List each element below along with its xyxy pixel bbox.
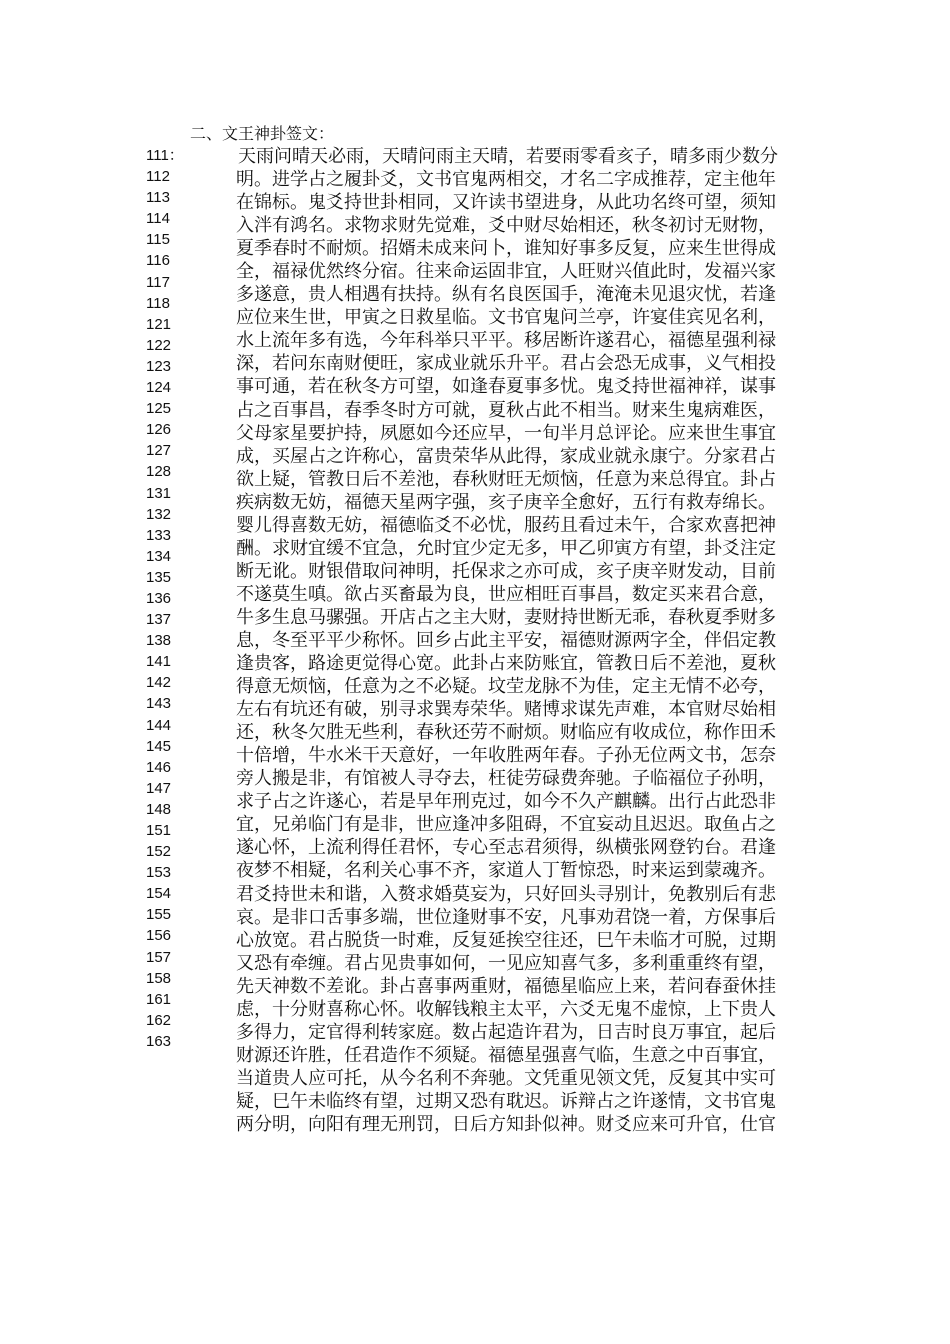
hexagram-number: 136	[146, 589, 172, 607]
hexagram-number: 155	[146, 906, 172, 924]
text-line: 左右有坑还有破，别寻求巽寿荣华。赌博求谋先声难，本官财尽始相	[236, 699, 776, 721]
text-line: 多遂意，贵人相遇有扶持。纵有名良医国手，淹淹未见退灾忧，若逢	[236, 284, 776, 306]
hexagram-number: 124	[146, 379, 172, 397]
text-line: 占之百事昌，春季冬时方可就，夏秋占此不相当。财来生鬼病难医，	[236, 399, 776, 421]
hexagram-number: 154	[146, 885, 172, 903]
hexagram-number: 137	[146, 611, 172, 629]
text-line: 牛多生息马骡强。开店占之主大财，妻财持世断无乖，春秋夏季财多	[236, 606, 776, 628]
hexagram-number: 146	[146, 758, 172, 776]
text-line: 十倍增，牛水米干天意好，一年收胜两年春。子孙无位两文书，怎奈	[236, 745, 776, 767]
hexagram-number: 121	[146, 315, 172, 333]
hexagram-number: 163	[146, 1032, 172, 1050]
hexagram-number: 148	[146, 800, 172, 818]
hexagram-number: 134	[146, 547, 172, 565]
hexagram-number: 153	[146, 864, 172, 882]
hexagram-number: 118	[146, 294, 170, 312]
text-line: 疾病数无妨，福德天星两字强，亥子庚辛全愈好，五行有救寿绵长。	[236, 491, 776, 513]
text-line: 还，秋冬欠胜无些利，春秋还劳不耐烦。财临应有收成位，称作田禾	[236, 722, 776, 744]
text-line: 多得力，定官得利转家庭。数占起造许君为，日吉时良万事宜，起后	[236, 1021, 776, 1043]
text-line: 夜梦不相疑，名利关心事不齐，家道人丁暂惊恐，时来运到蒙魂齐。	[236, 860, 776, 882]
text-line: 天雨问晴天必雨，天晴问雨主天晴，若要雨零看亥子，晴多雨少数分	[238, 146, 778, 167]
hexagram-number: 142	[146, 674, 172, 692]
hexagram-number: 141	[146, 653, 172, 671]
hexagram-number: 133	[146, 526, 172, 544]
text-line: 应位来生世，甲寅之日救星临。文书官鬼问兰亭，许宴佳宾见名利，	[236, 307, 776, 329]
hexagram-number: 135	[146, 568, 172, 586]
hexagram-number: 162	[146, 1011, 172, 1029]
hexagram-number: 127	[146, 442, 172, 460]
hexagram-number: 138	[146, 632, 172, 650]
text-line: 君爻持世未和谐，入赘求婚莫妄为，只好回头寻别计，免教别后有悲	[236, 883, 776, 905]
hexagram-number: 143	[146, 695, 172, 713]
text-line: 明。进学占之履卦爻，文书官鬼两相交，才名二字成推荐，定主他年	[236, 169, 776, 191]
hexagram-number: 151	[146, 822, 172, 839]
hexagram-number: 112	[146, 168, 170, 186]
hexagram-number: 111：	[146, 147, 184, 164]
hexagram-number: 116	[146, 252, 170, 270]
text-line: 酬。求财宜缓不宜急，允时宜少定无多，甲乙卯寅方有望，卦爻注定	[236, 537, 776, 559]
text-line: 又恐有牵缠。君占见贵事如何，一见应知喜气多，多利重重终有望，	[236, 952, 776, 974]
hexagram-number: 126	[146, 421, 172, 439]
hexagram-number: 144	[146, 716, 172, 734]
text-line: 成，买屋占之许称心，富贵荣华从此得，家成业就永康宁。分家君占	[236, 445, 776, 467]
hexagram-number: 152	[146, 843, 172, 861]
hexagram-number: 161	[146, 990, 172, 1008]
text-line: 事可通，若在秋冬方可望，如逢春夏事多忧。鬼爻持世福神祥，谋事	[236, 376, 776, 398]
text-line: 逢贵客，路途更觉得心宽。此卦占来防账宜，管教日后不差池，夏秋	[236, 653, 776, 675]
text-line: 水上流年多有选，今年科举只平平。移居断许遂君心，福德星强利禄	[236, 330, 776, 352]
text-line: 宜，兄弟临门有是非，世应逢冲多阻碍，不宜妄动且迟迟。取鱼占之	[236, 814, 776, 836]
text-line: 婴儿得喜数无妨，福德临爻不必忧，服药且看过未午，合家欢喜把神	[236, 514, 776, 536]
hexagram-number: 117	[146, 273, 170, 291]
oracle-text-body	[236, 145, 806, 1136]
text-line: 两分明，向阳有理无刑罚，日后方知卦似神。财爻应来可升官，仕官	[236, 1113, 776, 1135]
text-line: 全，福禄优然终分宿。往来命运固非宜，人旺财兴值此时，发福兴家	[236, 261, 776, 283]
text-line: 父母家星要护持，夙愿如今还应早，一旬半月总评论。应来世生事宜	[236, 422, 776, 444]
hexagram-number: 125	[146, 400, 172, 418]
hexagram-number-column	[146, 145, 194, 1052]
hexagram-number: 122	[146, 336, 172, 354]
text-line: 欲上疑，管教日后不差池，春秋财旺无烦恼，任意为来总得宜。卦占	[236, 468, 776, 490]
hexagram-number: 156	[146, 927, 172, 945]
text-line: 旁人搬是非，有馆被人寻夺去，枉徒劳碌费奔驰。子临福位子孙明，	[236, 768, 776, 790]
hexagram-number: 128	[146, 463, 172, 481]
text-line: 得意无烦恼，任意为之不必疑。坟茔龙脉不为佳，定主无情不必夸，	[236, 676, 776, 698]
hexagram-number: 157	[146, 948, 172, 966]
text-line: 当道贵人应可托，从今名利不奔驰。文凭重见领文凭，反复其中实可	[236, 1067, 776, 1089]
text-line: 先天神数不差讹。卦占喜事两重财，福德星临应上来，若问春蚕休挂	[236, 975, 776, 997]
text-line: 虑，十分财喜称心怀。收解钱粮主太平，六爻无鬼不虚惊，上下贵人	[236, 998, 776, 1020]
text-line: 夏季春时不耐烦。招婿未成来问卜，谁知好事多反复，应来生世得成	[236, 238, 776, 260]
text-line: 深，若问东南财便旺，家成业就乐升平。君占会恐无成事，义气相投	[236, 353, 776, 375]
text-line: 求子占之许遂心，若是早年刑克过，如今不久产麒麟。出行占此恐非	[236, 791, 776, 813]
text-line: 心放宽。君占脱货一时难，反复延挨空往还，巳午未临才可脱，过期	[236, 929, 776, 951]
hexagram-number: 132	[146, 505, 172, 523]
section-heading: 二、文王神卦签文：	[190, 124, 335, 143]
text-line: 遂心怀，上流利得任君怀，专心至志君须得，纵横张网登钓台。君逢	[236, 837, 776, 859]
hexagram-number: 147	[146, 779, 172, 797]
text-line: 不遂莫生嗔。欲占买畜最为良，世应相旺百事昌，数定买来君合意，	[236, 583, 776, 605]
text-line: 哀。是非口舌事多端，世位逢财事不安，凡事劝君饶一着，方保事后	[236, 906, 776, 928]
text-line: 财源还许胜，任君造作不须疑。福德星强喜气临，生意之中百事宜，	[236, 1044, 776, 1066]
hexagram-number: 145	[146, 737, 172, 755]
text-line: 疑，巳午未临终有望，过期又恐有耽迟。诉辩占之许遂情，文书官鬼	[236, 1090, 776, 1112]
hexagram-number: 113	[146, 189, 170, 207]
hexagram-number: 158	[146, 969, 172, 987]
text-line: 入泮有鸿名。求物求财先觉难，爻中财尽始相还，秋冬初讨无财物，	[236, 215, 776, 237]
hexagram-number: 131	[146, 484, 172, 502]
text-line: 在锦标。鬼爻持世卦相同，又许读书望进身，从此功名终可望，须知	[236, 192, 776, 214]
text-line: 断无讹。财银借取问神明，托保求之亦可成，亥子庚辛财发动，目前	[236, 560, 776, 582]
hexagram-number: 123	[146, 357, 172, 375]
hexagram-number: 114	[146, 210, 170, 228]
text-line: 息，冬至平平少称怀。回乡占此主平安，福德财源两字全，伴侣定教	[236, 629, 776, 651]
hexagram-number: 115	[146, 231, 170, 249]
